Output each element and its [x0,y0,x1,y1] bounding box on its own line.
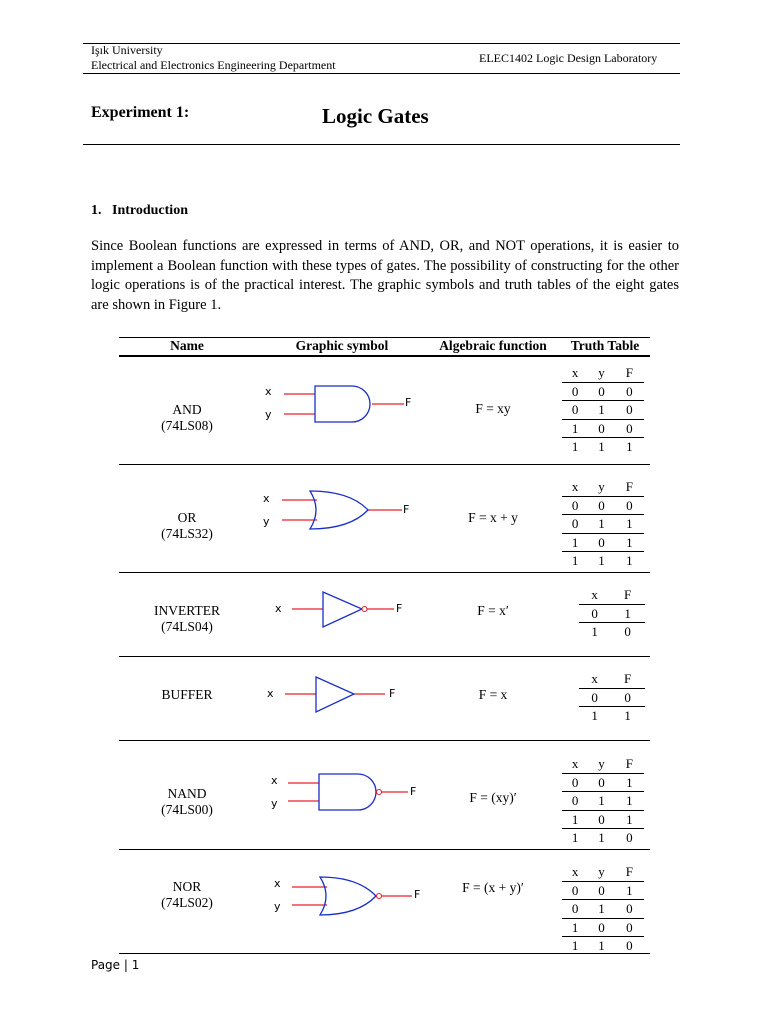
pin-x-label: x [271,774,278,787]
university-name: Işık University [91,43,163,57]
gate-name: OR [177,510,197,525]
course-name: ELEC1402 Logic Design Laboratory [479,51,658,65]
gate-name: BUFFER [161,687,213,702]
gate-part: (74LS04) [161,619,213,634]
truth-table: x y F 0 0 1 0 1 0 1 0 0 1 1 0 [562,863,644,955]
truth-table: x F 0 1 1 0 [579,586,645,641]
gate-function: F = xy [475,401,511,416]
nor-gate-icon [292,876,412,916]
gate-function: F = x + y [468,510,518,525]
page-title: Logic Gates [322,104,429,128]
gate-function: F = x′ [477,603,509,618]
pin-x-label: x [263,492,270,505]
pin-x-label: x [274,877,281,890]
gate-function: F = (xy)′ [469,790,517,805]
pin-f-label: F [396,602,403,615]
pin-f-label: F [403,503,410,516]
truth-table: x y F 0 0 0 0 1 1 1 0 1 1 1 1 [562,478,644,570]
buffer-gate-icon [285,675,385,715]
truth-table: x y F 0 0 1 0 1 1 1 0 1 1 1 0 [562,755,644,847]
gate-name: AND [172,402,202,417]
gate-part: (74LS02) [161,895,213,910]
pin-y-label: y [271,797,278,810]
gate-name: INVERTER [154,603,220,618]
gate-part: (74LS00) [161,802,213,817]
pin-y-label: y [263,515,270,528]
gate-name: NOR [172,879,202,894]
col-truth-table: Truth Table [570,338,640,353]
col-graphic-symbol: Graphic symbol [295,338,389,353]
experiment-label: Experiment 1: [91,104,190,121]
gate-function: F = x [478,687,508,702]
pin-y-label: y [274,900,281,913]
page-number: Page | 1 [91,958,140,972]
pin-f-label: F [410,785,417,798]
and-gate-icon [284,384,404,424]
inverter-gate-icon [292,590,394,630]
section-heading: 1. Introduction [91,203,188,218]
intro-paragraph: Since Boolean functions are expressed in terms of AND, OR, and NOT operations, it is easier to implement a Boolean function with these types of gates. The possibility of constructing for the other logic operations is of the practical interest. The graphic symbols and truth tables of the eight gates are shown in Figure 1. [91,238,679,313]
pin-x-label: x [265,385,272,398]
pin-f-label: F [389,687,396,700]
pin-y-label: y [265,408,272,421]
or-gate-icon [282,490,402,530]
nand-gate-icon [288,772,408,812]
col-name: Name [170,338,204,353]
pin-f-label: F [405,396,412,409]
gate-function: F = (x + y)′ [462,880,524,895]
col-algebraic-function: Algebraic function [439,338,547,353]
pin-f-label: F [414,888,421,901]
gate-name: NAND [167,786,207,801]
pin-x-label: x [275,602,282,615]
truth-table: x F 0 0 1 1 [579,670,645,725]
gate-part: (74LS32) [161,526,213,541]
pin-x-label: x [267,687,274,700]
truth-table: x y F 0 0 0 0 1 0 1 0 0 1 1 1 [562,364,644,456]
gate-part: (74LS08) [161,418,213,433]
department-name: Electrical and Electronics Engineering Department [91,58,336,72]
